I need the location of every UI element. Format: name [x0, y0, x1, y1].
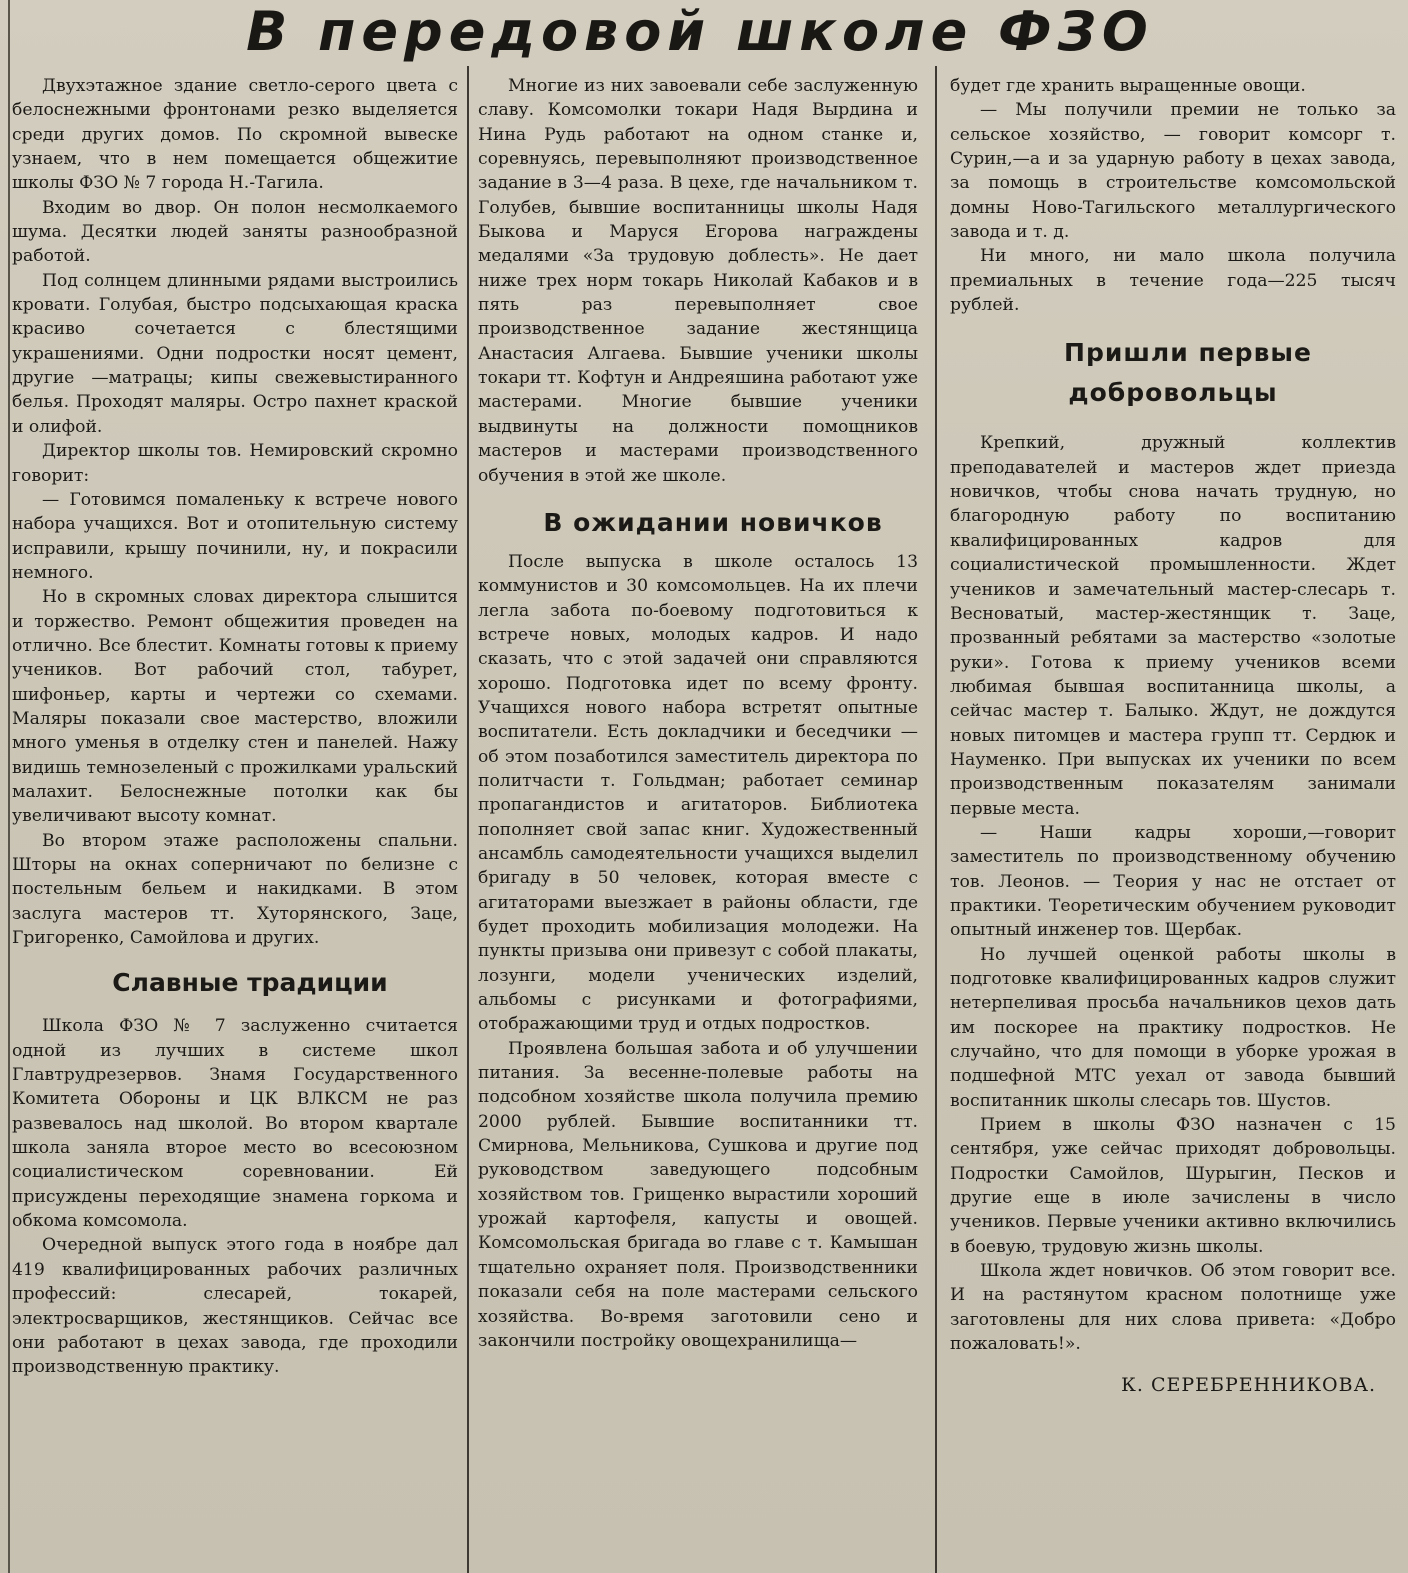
paragraph: Многие из них завоевали себе заслуженную славу. Комсомолки токари Надя Вырдина и Нина Рудь работают на одном станке и, соревнуясь, перевыполняют производственное задание в 3—4 раза. В цехе, где начальником т. Голубев, бывшие воспитанницы школы Надя Быкова и Маруся Егорова награждены медалями «За трудовую доблесть». Не дает ниже трех норм токарь Николай Кабаков и в пять раз перевыполняет свое производственное задание жестянщица Анастасия Алгаева. Бывшие ученики школы токари тт. Кофтун и Андреяшина работают уже мастерами. Многие бывшие ученики выдвинуты на должности помощников мастеров и мастерами производственного обучения в этой же школе. — [478, 76, 918, 486]
paragraph: Двухэтажное здание светло-серого цвета с белоснежными фронтонами резко выделяется среди других домов. По скромной вывеске узнаем, что в нем помещается общежитие школы ФЗО № 7 города Н.-Тагила. — [12, 76, 458, 194]
column-2 — [478, 74, 918, 1570]
left-margin-rule — [8, 0, 10, 1573]
subheading-first-volunteers: Пришли первые добровольцы — [1064, 338, 1312, 408]
paragraph: — Готовимся помаленьку к встрече нового набора учащихся. Вот и отопительную систему исправили, крышу починили, ну, и покрасили немного. — [12, 489, 458, 583]
paragraph: — Наши кадры хороши,—говорит заместитель по производственному обучению тов. Леонов. — Теория у нас не отстает от практики. Теоретическим обучением руководит опытный инженер тов. Щербак. — [950, 822, 1396, 941]
author-signature: К. СЕРЕБРЕННИКОВА. — [1121, 1373, 1376, 1396]
paragraph: Прием в школы ФЗО назначен с 15 сентября, уже сейчас приходят добровольцы. Подростки Самойлов, Шурыгин, Песков и другие еще в июле зачислены в число учеников. Первые ученики активно включились в боевую, трудовую жизнь школы. — [950, 1115, 1396, 1257]
paragraph: будет где хранить выращенные овощи. — [950, 76, 1306, 96]
paragraph: Проявлена большая забота и об улучшении питания. За весенне-полевые работы на подсобном хозяйстве школа получила премию 2000 рублей. Бывшие воспитанники тт. Смирнова, Мельникова, Сушкова и другие под руководством заведующего подсобным хозяйством тов. Грищенко вырастили хороший урожай картофеля, капусты и овощей. Комсомольская бригада во главе с т. Камышан тщательно охраняет поля. Производственники показали себя на поле мастерами сельского хозяйства. Во-время заготовили сено и закончили постройку овощехранилища— — [478, 1038, 918, 1351]
paragraph: Директор школы тов. Немировский скромно говорит: — [12, 441, 458, 486]
paragraph: Ни много, ни мало школа получила премиальных в течение года—225 тысяч рублей. — [950, 246, 1396, 316]
column-1 — [12, 74, 458, 1570]
paragraph: Под солнцем длинными рядами выстроились кровати. Голубая, быстро подсыхающая краска красиво сочетается с блестящими украшениями. Одни подростки носят цемент, другие —матрацы; кипы свежевыстиранного белья. Проходят маляры. Остро пахнет краской и олифой. — [12, 270, 458, 437]
paragraph: После выпуска в школе осталось 13 коммунистов и 30 комсомольцев. На их плечи легла забота по-боевому подготовиться к встрече новых, молодых кадров. И надо сказать, что с этой задачей они справляются хорошо. Подготовка идет по всему фронту. Учащихся нового набора встретят опытные воспитатели. Есть докладчики и беседчики — об этом позаботился заместитель директора по политчасти т. Гольдман; работает семинар пропагандистов и агитаторов. Библиотека пополняет свой запас книг. Художественный ансамбль самодеятельности учащихся выделил бригаду в 50 человек, которая вместе с агитаторами выезжает в районы области, где будет проходить мобилизация молодежи. На пункты призыва они привезут с собой плакаты, лозунги, модели ученических изделий, альбомы с рисунками и фотографиями, отображающими труд и отдых подростков. — [478, 551, 918, 1035]
column-divider-1 — [467, 66, 469, 1573]
paragraph: Во втором этаже расположены спальни. Шторы на окнах соперничают по белизне с постельным бельем и накидками. В этом заслуга мастеров тт. Хуторянского, Заце, Григоренко, Самойлова и других. — [12, 830, 458, 949]
paragraph: — Мы получили премии не только за сельское хозяйство, — говорит комсорг т. Сурин,—а и за ударную работу в цехах завода, за помощь в строительстве комсомольской домны Ново-Тагильского металлургического завода и т. д. — [950, 100, 1396, 243]
paragraph: Школа ждет новичков. Об этом говорит все. И на растянутом красном полотнище уже заготовлены для них слова привета: «Добро пожаловать!». — [950, 1261, 1396, 1355]
paragraph: Но в скромных словах директора слышится и торжество. Ремонт общежития проведен на отлично. Все блестит. Комнаты готовы к приему учеников. Вот рабочий стол, табурет, шифоньер, карты и чертежи со схемами. Маляры показали свое мастерство, вложили много уменья в отделку стен и панелей. Нажу видишь темнозеленый с прожилками уральский малахит. Белоснежные потолки как бы увеличивают высоту комнат. — [12, 587, 458, 827]
subheading-traditions: Славные традиции — [112, 968, 388, 998]
subheading-awaiting-newcomers: В ожидании новичков — [543, 507, 883, 537]
paragraph: Школа ФЗО № 7 заслуженно считается одной из лучших в системе школ Главтрудрезервов. Знамя Государственного Комитета Обороны и ЦК ВЛКСМ не раз развевалось над школой. Во втором квартале школа заняла второе место во всесоюзном социалистическом соревновании. Ей присуждены переходящие знамена горкома и обкома комсомола. — [12, 1016, 458, 1232]
column-3 — [950, 74, 1396, 1570]
paragraph: Входим во двор. Он полон несмолкаемого шума. Десятки людей заняты разнообразной работой. — [12, 197, 458, 267]
paragraph: Очередной выпуск этого года в ноябре дал 419 квалифицированных рабочих различных профессий: слесарей, токарей, электросварщиков, жестянщиков. Сейчас все они работают в цехах завода, где проходили производственную практику. — [12, 1235, 458, 1378]
paragraph: Но лучшей оценкой работы школы в подготовке квалифицированных кадров служит нетерпеливая просьба начальников цехов дать им поскорее на практику подростков. Не случайно, что для помощи в уборке урожая в подшефной МТС уехал от завода бывший воспитанник школы слесарь тов. Шустов. — [950, 944, 1396, 1111]
paragraph: Крепкий, дружный коллектив преподавателей и мастеров ждет приезда новичков, чтобы снова начать трудную, но благородную работу по воспитанию квалифицированных кадров для социалистической промышленности. Ждет учеников и замечательный мастер-слесарь т. Весноватый, мастер-жестянщик т. Заце, прозванный ребятами за мастерство «золотые руки». Готова к приему учеников всеми любимая бывшая воспитанница школы, а сейчас мастер т. Балыко. Ждут, не дождутся новых питомцев и мастера групп тт. Сердюк и Науменко. При выпусках их ученики по всем производственным показателям занимали первые места. — [950, 433, 1396, 819]
column-divider-2 — [935, 66, 937, 1573]
article-headline: В передовой школе ФЗО — [246, 0, 1154, 63]
